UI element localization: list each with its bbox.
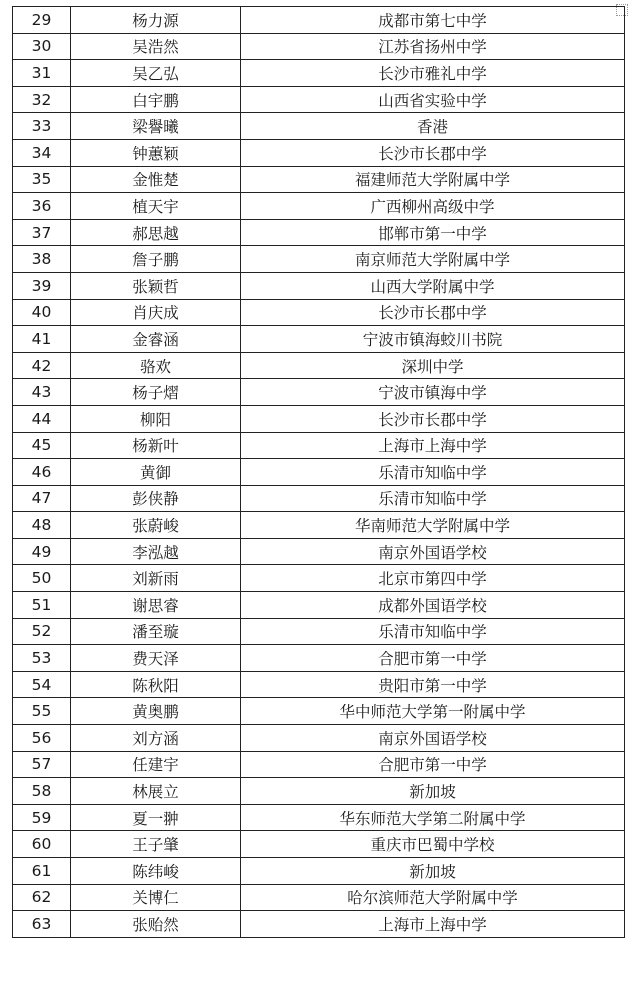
rank-cell: 57 xyxy=(13,751,71,778)
rank-cell: 46 xyxy=(13,459,71,486)
name-cell: 金惟楚 xyxy=(71,166,241,193)
rank-cell: 29 xyxy=(13,7,71,34)
school-cell: 江苏省扬州中学 xyxy=(241,33,625,60)
school-cell: 山西省实验中学 xyxy=(241,86,625,113)
school-cell: 上海市上海中学 xyxy=(241,432,625,459)
table-row xyxy=(13,858,625,885)
name-cell: 骆欢 xyxy=(71,352,241,379)
rank-cell: 35 xyxy=(13,166,71,193)
rank-cell: 62 xyxy=(13,884,71,911)
rank-cell: 37 xyxy=(13,219,71,246)
name-cell: 陈秋阳 xyxy=(71,671,241,698)
name-cell: 柳阳 xyxy=(71,405,241,432)
table-row xyxy=(13,272,625,299)
rank-cell: 36 xyxy=(13,193,71,220)
rank-cell: 38 xyxy=(13,246,71,273)
table-row xyxy=(13,512,625,539)
school-cell: 华中师范大学第一附属中学 xyxy=(241,698,625,725)
table-row xyxy=(13,166,625,193)
rank-cell: 48 xyxy=(13,512,71,539)
name-cell: 夏一翀 xyxy=(71,804,241,831)
table-row xyxy=(13,459,625,486)
rank-cell: 55 xyxy=(13,698,71,725)
school-cell: 南京师范大学附属中学 xyxy=(241,246,625,273)
name-cell: 詹子鹏 xyxy=(71,246,241,273)
table-row xyxy=(13,326,625,353)
name-cell: 黄御 xyxy=(71,459,241,486)
rank-cell: 42 xyxy=(13,352,71,379)
rank-cell: 51 xyxy=(13,592,71,619)
table-row xyxy=(13,884,625,911)
name-cell: 张蔚峻 xyxy=(71,512,241,539)
name-cell: 肖庆成 xyxy=(71,299,241,326)
roster-body xyxy=(13,7,625,938)
school-cell: 新加坡 xyxy=(241,858,625,885)
school-cell: 长沙市长郡中学 xyxy=(241,405,625,432)
rank-cell: 34 xyxy=(13,139,71,166)
name-cell: 林展立 xyxy=(71,778,241,805)
school-cell: 乐清市知临中学 xyxy=(241,459,625,486)
name-cell: 张颖哲 xyxy=(71,272,241,299)
table-row xyxy=(13,193,625,220)
name-cell: 杨力源 xyxy=(71,7,241,34)
rank-cell: 45 xyxy=(13,432,71,459)
name-cell: 杨子熠 xyxy=(71,379,241,406)
name-cell: 吴乙弘 xyxy=(71,60,241,87)
table-row xyxy=(13,352,625,379)
rank-cell: 49 xyxy=(13,538,71,565)
school-cell: 华南师范大学附属中学 xyxy=(241,512,625,539)
name-cell: 费天泽 xyxy=(71,645,241,672)
school-cell: 乐清市知临中学 xyxy=(241,618,625,645)
name-cell: 杨新叶 xyxy=(71,432,241,459)
name-cell: 白宇鹏 xyxy=(71,86,241,113)
name-cell: 植天宇 xyxy=(71,193,241,220)
name-cell: 陈纬峻 xyxy=(71,858,241,885)
table-row xyxy=(13,60,625,87)
name-cell: 钟蕙颖 xyxy=(71,139,241,166)
school-cell: 山西大学附属中学 xyxy=(241,272,625,299)
name-cell: 张贻然 xyxy=(71,911,241,938)
school-cell: 合肥市第一中学 xyxy=(241,751,625,778)
name-cell: 谢思睿 xyxy=(71,592,241,619)
table-row xyxy=(13,645,625,672)
table-row xyxy=(13,432,625,459)
table-row xyxy=(13,379,625,406)
roster-table xyxy=(12,6,625,938)
rank-cell: 39 xyxy=(13,272,71,299)
rank-cell: 41 xyxy=(13,326,71,353)
rank-cell: 61 xyxy=(13,858,71,885)
school-cell: 新加坡 xyxy=(241,778,625,805)
school-cell: 南京外国语学校 xyxy=(241,538,625,565)
name-cell: 吴浩然 xyxy=(71,33,241,60)
school-cell: 长沙市雅礼中学 xyxy=(241,60,625,87)
school-cell: 成都外国语学校 xyxy=(241,592,625,619)
table-row xyxy=(13,405,625,432)
school-cell: 宁波市镇海中学 xyxy=(241,379,625,406)
name-cell: 李泓越 xyxy=(71,538,241,565)
school-cell: 深圳中学 xyxy=(241,352,625,379)
table-row xyxy=(13,7,625,34)
table-row xyxy=(13,219,625,246)
table-row xyxy=(13,86,625,113)
school-cell: 合肥市第一中学 xyxy=(241,645,625,672)
name-cell: 刘新雨 xyxy=(71,565,241,592)
rank-cell: 60 xyxy=(13,831,71,858)
rank-cell: 33 xyxy=(13,113,71,140)
rank-cell: 53 xyxy=(13,645,71,672)
name-cell: 黄奥鹏 xyxy=(71,698,241,725)
table-row xyxy=(13,778,625,805)
school-cell: 哈尔滨师范大学附属中学 xyxy=(241,884,625,911)
name-cell: 任建宇 xyxy=(71,751,241,778)
school-cell: 乐清市知临中学 xyxy=(241,485,625,512)
school-cell: 广西柳州高级中学 xyxy=(241,193,625,220)
table-row xyxy=(13,618,625,645)
school-cell: 福建师范大学附属中学 xyxy=(241,166,625,193)
name-cell: 王子肇 xyxy=(71,831,241,858)
table-row xyxy=(13,751,625,778)
name-cell: 郝思越 xyxy=(71,219,241,246)
rank-cell: 50 xyxy=(13,565,71,592)
rank-cell: 44 xyxy=(13,405,71,432)
table-row xyxy=(13,592,625,619)
school-cell: 成都市第七中学 xyxy=(241,7,625,34)
rank-cell: 58 xyxy=(13,778,71,805)
table-row xyxy=(13,804,625,831)
table-row xyxy=(13,139,625,166)
rank-cell: 40 xyxy=(13,299,71,326)
rank-cell: 30 xyxy=(13,33,71,60)
table-row xyxy=(13,565,625,592)
rank-cell: 59 xyxy=(13,804,71,831)
school-cell: 宁波市镇海蛟川书院 xyxy=(241,326,625,353)
rank-cell: 52 xyxy=(13,618,71,645)
school-cell: 香港 xyxy=(241,113,625,140)
school-cell: 南京外国语学校 xyxy=(241,725,625,752)
school-cell: 贵阳市第一中学 xyxy=(241,671,625,698)
rank-cell: 56 xyxy=(13,725,71,752)
table-row xyxy=(13,113,625,140)
name-cell: 彭侠静 xyxy=(71,485,241,512)
roster-sheet xyxy=(12,6,624,938)
table-row xyxy=(13,698,625,725)
table-row xyxy=(13,485,625,512)
name-cell: 关博仁 xyxy=(71,884,241,911)
school-cell: 长沙市长郡中学 xyxy=(241,299,625,326)
rank-cell: 63 xyxy=(13,911,71,938)
table-row xyxy=(13,299,625,326)
name-cell: 梁譽曦 xyxy=(71,113,241,140)
name-cell: 金睿涵 xyxy=(71,326,241,353)
school-cell: 北京市第四中学 xyxy=(241,565,625,592)
table-row xyxy=(13,538,625,565)
table-row xyxy=(13,246,625,273)
table-row xyxy=(13,33,625,60)
name-cell: 潘至璇 xyxy=(71,618,241,645)
rank-cell: 54 xyxy=(13,671,71,698)
school-cell: 邯郸市第一中学 xyxy=(241,219,625,246)
school-cell: 上海市上海中学 xyxy=(241,911,625,938)
rank-cell: 31 xyxy=(13,60,71,87)
table-row xyxy=(13,671,625,698)
table-row xyxy=(13,725,625,752)
table-row xyxy=(13,831,625,858)
school-cell: 华东师范大学第二附属中学 xyxy=(241,804,625,831)
school-cell: 重庆市巴蜀中学校 xyxy=(241,831,625,858)
school-cell: 长沙市长郡中学 xyxy=(241,139,625,166)
name-cell: 刘方涵 xyxy=(71,725,241,752)
table-row xyxy=(13,911,625,938)
rank-cell: 32 xyxy=(13,86,71,113)
rank-cell: 43 xyxy=(13,379,71,406)
rank-cell: 47 xyxy=(13,485,71,512)
